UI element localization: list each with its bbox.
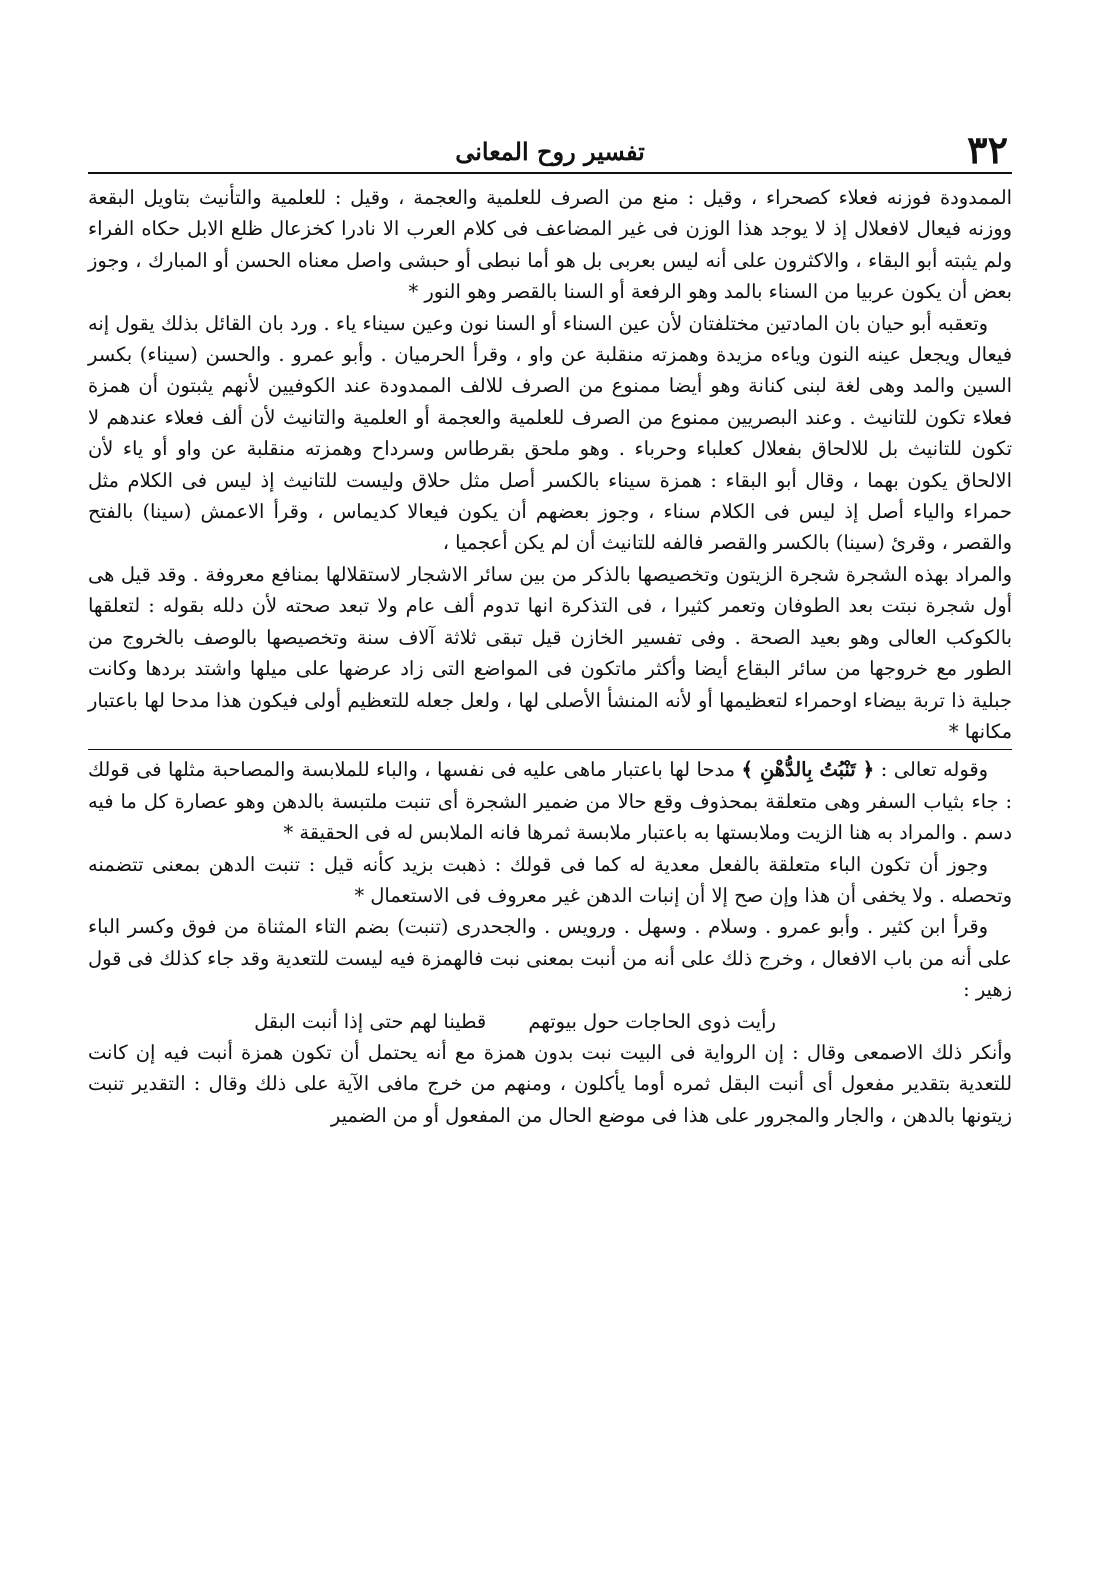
quran-quote: ﴿ تَنْبُتُ بِالدُّهْنِ ﴾ [741, 758, 875, 782]
paragraph-6 [88, 911, 1012, 1005]
paragraph-1 [88, 182, 1012, 308]
paragraph-text: مدحا لها باعتبار ماهى عليه فى نفسها ، والباء للملابسة والمصاحبة مثلها فى قولك : جاء بثياب السفر وهى متعلقة بمحذوف وقع حالا من ضمير الشجرة أى تنبت ملتبسة بالدهن وهو عصارة كل ما فيه دسم . والمراد به هنا الزيت وملابستها به باعتبار ملابسة ثمرها فانه الملابس له فى الحقيقة * [88, 758, 1012, 845]
poem-first-hemistich: رأيت ذوى الحاجات حول بيوتهم [528, 1009, 776, 1033]
paragraph-4 [88, 754, 1012, 848]
book-page [88, 128, 1012, 1548]
paragraph-text: وجوز أن تكون الباء متعلقة بالفعل معدية له كما فى قولك : ذهبت بزيد كأنه قيل : تنبت الدهن بمعنى تتضمنه وتحصله . ولا يخفى أن هذا وإن صح إلا أن إنبات الدهن غير معروف فى الاستعمال * [88, 852, 1012, 907]
page-number: ٣٢ [967, 127, 1008, 172]
body-text [88, 182, 1012, 1131]
paragraph-2 [88, 308, 1012, 559]
paragraph-text: وأنكر ذلك الاصمعى وقال : إن الرواية فى البيت نبت بدون همزة مع أنه يحتمل أن تكون همزة أنبت فيه إن كانت للتعدية بتقدير مفعول أى أنبت البقل ثمره أوما يأكلون ، ومنهم من خرج مافى الآية على ذلك وقال : التقدير تنبت زيتونها بالدهن ، والجار والمجرور على هذا فى موضع الحال من المفعول أو من الضمير [88, 1040, 1012, 1127]
poem-verse [88, 1006, 1012, 1037]
paragraph-text: وتعقبه أبو حيان بان المادتين مختلفتان لأن عين السناء أو السنا نون وعين سيناء ياء . ورد بان القائل بذلك يقول إنه فيعال ويجعل عينه النون وياءه مزيدة وهمزته منقلبة عن واو ، وقرأ الحرميان . وأبو عمرو . والحسن (سيناء) بكسر السين والمد وهى لغة لبنى كنانة وهو أيضا ممنوع من الصرف للالف الممدودة عند الكوفيين لأنهم يثبتون أن همزة فعلاء تكون للتانيث . وعند البصريين ممنوع من الصرف للعلمية والعجمة أو العلمية والتانيث لأن ألف فعلاء عندهم لا تكون للتانيث بل للالحاق بفعلال كعلباء وحرباء . وهو ملحق بقرطاس وسرداح وهمزته منقلبة عن واو أو ياء لأن الالحاق يكون بهما ، وقال أبو البقاء : همزة سيناء بالكسر أصل مثل حلاق وليست للتانيث إذ ليس فى الكلام مثل حمراء والياء أصل إذ ليس فى الكلام سناء ، وجوز بعضهم أن يكون فيعالا كديماس ، وقرأ الاعمش (سينا) بالفتح والقصر ، وقرئ (سينا) بالكسر والقصر فالفه للتانيث أن لم يكن أعجميا ، [88, 311, 1012, 555]
running-title: تفسير روح المعانى [455, 137, 645, 166]
paragraph-text: الممدودة فوزنه فعلاء كصحراء ، وقيل : منع من الصرف للعلمية والعجمة ، وقيل : للعلمية والتأنيث بتاويل البقعة ووزنه فيعال لافعلال إذ لا يوجد هذا الوزن فى غير المضاعف فى كلام العرب الا نادرا كخزعال ظلع الابل حكاه الفراء ولم يثبته أبو البقاء ، والاكثرون على أنه ليس بعربى بل هو أما نبطى أو حبشى واصل معناه الحسن أو المبارك ، وجوز بعض أن يكون عربيا من السناء بالمد وهو الرفعة أو السنا بالقصر وهو النور * [88, 186, 1012, 304]
page-header [88, 128, 1012, 174]
closing-paragraph [88, 1037, 1012, 1131]
paragraph-text: وقرأ ابن كثير . وأبو عمرو . وسلام . وسهل . ورويس . والجحدرى (تنبت) بضم التاء المثناة من فوق وكسر الباء على أنه من باب الافعال ، وخرج ذلك على أنه من أنبت بمعنى نبت فالهمزة فيه ليست للتعدية وقد جاء كذلك فى قول زهير : [88, 915, 1012, 1002]
paragraph-5 [88, 849, 1012, 912]
paragraph-lead: وقوله تعالى : [874, 758, 988, 782]
paragraph-3 [88, 559, 1012, 750]
poem-second-hemistich: قطينا لهم حتى إذا أنبت البقل [254, 1009, 487, 1033]
paragraph-text: والمراد بهذه الشجرة شجرة الزيتون وتخصيصها بالذكر من بين سائر الاشجار لاستقلالها بمنافع معروفة . وقد قيل هى أول شجرة نبتت بعد الطوفان وتعمر كثيرا ، فى التذكرة انها تدوم ألف عام ولا تبعد صحته لأن دلله بقوله : لتعلقها بالكوكب العالى وهو بعيد الصحة . وفى تفسير الخازن قيل تبقى ثلاثة آلاف سنة وتخصيصها بالوصف بالخروج من الطور مع خروجها من سائر البقاع أيضا وأكثر ماتكون فى المواضع التى زاد عرضها على ميلها واشتد بردها وكانت جبلية ذا تربة بيضاء اوحمراء لتعظيمها أو لأنه المنشأ الأصلى لها ، ولعل جعله للتعظيم أولى فيكون هذا مدحا لها باعتبار مكانها * [88, 562, 1012, 743]
